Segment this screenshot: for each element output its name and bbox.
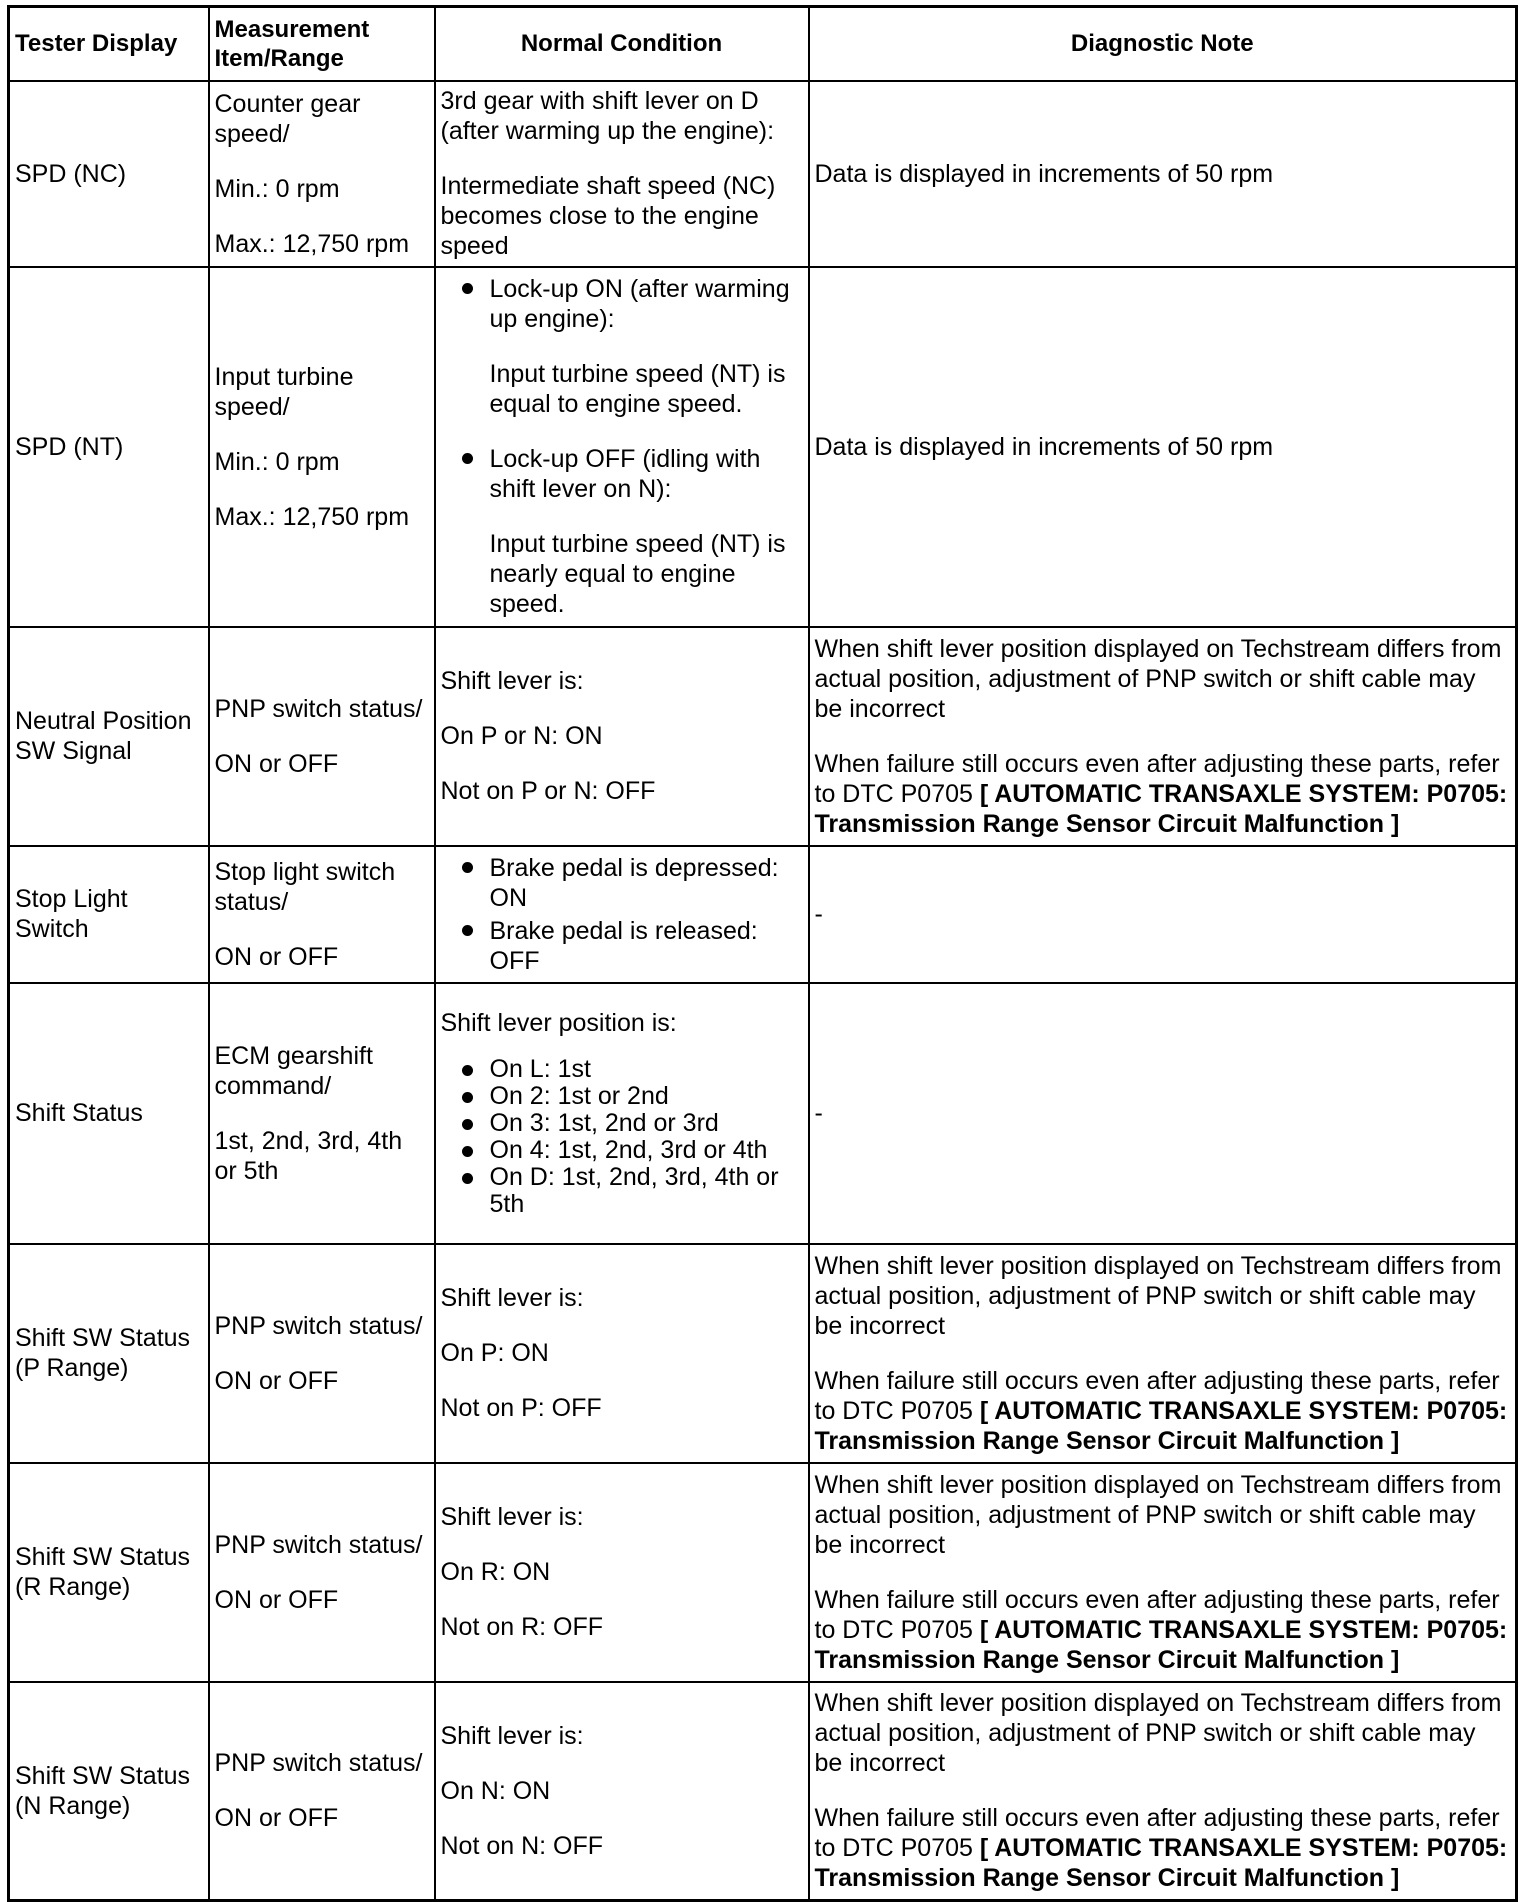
table-row	[9, 846, 1517, 983]
header-tester-display: Tester Display	[9, 7, 209, 81]
diagnostic-note-cell: Data is displayed in increments of 50 rpm	[809, 81, 1517, 267]
table-row	[9, 81, 1517, 267]
list-item	[441, 274, 803, 334]
tester-display-cell: Shift SW Status (N Range)	[9, 1682, 209, 1901]
measurement-cell	[209, 81, 435, 267]
condition-text: On N: ON	[440, 1776, 551, 1805]
condition-bullet-list	[441, 274, 803, 334]
condition-text: Not on P or N: OFF	[440, 777, 656, 805]
measurement-range: ON or OFF	[214, 749, 339, 778]
note-lead: When failure still occurs even after adjusting these parts, refer to DTC P0705	[814, 1804, 1500, 1863]
normal-condition-cell	[435, 1682, 809, 1901]
measurement-max: Max.: 12,750 rpm	[214, 502, 410, 531]
dtc-reference-link[interactable]: [ AUTOMATIC TRANSAXLE SYSTEM: P0705: Transmission Range Sensor Circuit Malfunction ]	[814, 1615, 1508, 1674]
note-paragraph: When shift lever position displayed on Techstream differs from actual position, adjustment of PNP switch or shift cable may be incorrect	[814, 1689, 1502, 1778]
note-lead: When failure still occurs even after adjusting these parts, refer to DTC P0705	[814, 1585, 1500, 1644]
measurement-range: ON or OFF	[214, 1804, 339, 1833]
list-item: Brake pedal is released: OFF	[441, 916, 803, 976]
normal-condition-cell	[435, 1244, 809, 1463]
note-paragraph: When shift lever position displayed on Techstream differs from actual position, adjustment of PNP switch or shift cable may be incorrect	[814, 1470, 1502, 1559]
condition-text: Not on N: OFF	[440, 1831, 604, 1860]
header-measurement-line1: Measurement	[214, 15, 370, 43]
measurement-cell	[209, 267, 435, 627]
table-row	[9, 627, 1517, 846]
normal-condition-cell	[435, 846, 809, 983]
table-row	[9, 1463, 1517, 1682]
diagnostic-note-cell	[809, 1682, 1517, 1901]
condition-bullet: Lock-up ON (after warming up engine):	[489, 275, 790, 333]
note-lead: When failure still occurs even after adjusting these parts, refer to DTC P0705	[814, 1366, 1500, 1425]
normal-condition-cell	[435, 267, 809, 627]
condition-text: Shift lever is:	[440, 667, 584, 695]
data-list-table	[7, 5, 1518, 1902]
header-normal-condition: Normal Condition	[435, 7, 809, 81]
header-diagnostic-note: Diagnostic Note	[809, 7, 1517, 81]
table-row	[9, 983, 1517, 1244]
list-item: On 4: 1st, 2nd, 3rd or 4th	[441, 1137, 803, 1164]
tester-display-cell: Shift SW Status (R Range)	[9, 1463, 209, 1682]
dtc-reference-link[interactable]: [ AUTOMATIC TRANSAXLE SYSTEM: P0705: Transmission Range Sensor Circuit Malfunction ]	[814, 1396, 1508, 1455]
measurement-range: ON or OFF	[214, 942, 339, 971]
condition-text: On P or N: ON	[440, 722, 603, 750]
table-header-row	[9, 7, 1517, 81]
note-paragraph: When shift lever position displayed on Techstream differs from actual position, adjustment of PNP switch or shift cable may be incorrect	[814, 634, 1502, 723]
measurement-item: Stop light switch status/	[214, 857, 396, 916]
table-row	[9, 1244, 1517, 1463]
condition-text: Not on P: OFF	[440, 1394, 602, 1422]
tester-display-cell: SPD (NT)	[9, 267, 209, 627]
note-paragraph: When shift lever position displayed on Techstream differs from actual position, adjustment of PNP switch or shift cable may be incorrect	[814, 1251, 1502, 1340]
list-item	[441, 444, 803, 504]
condition-bullet-list	[441, 853, 803, 976]
normal-condition-cell	[435, 627, 809, 846]
normal-condition-cell	[435, 1463, 809, 1682]
diagnostic-note-cell: -	[809, 983, 1517, 1244]
data-list-sheet	[7, 5, 1515, 1893]
measurement-item: PNP switch status/	[214, 694, 423, 723]
measurement-max: Max.: 12,750 rpm	[214, 229, 410, 258]
list-item: On 3: 1st, 2nd or 3rd	[441, 1110, 803, 1137]
list-item: On 2: 1st or 2nd	[441, 1083, 803, 1110]
list-item: On D: 1st, 2nd, 3rd, 4th or 5th	[441, 1164, 803, 1218]
measurement-item: Input turbine speed/	[214, 362, 354, 421]
condition-text: On P: ON	[440, 1339, 549, 1367]
measurement-cell	[209, 983, 435, 1244]
measurement-item: PNP switch status/	[214, 1530, 423, 1559]
tester-display-cell: Shift SW Status (P Range)	[9, 1244, 209, 1463]
measurement-item: PNP switch status/	[214, 1749, 423, 1778]
tester-display-cell: Shift Status	[9, 983, 209, 1244]
note-lead: When failure still occurs even after adjusting these parts, refer to DTC P0705	[814, 749, 1500, 808]
measurement-range: ON or OFF	[214, 1366, 339, 1395]
tester-display-cell: SPD (NC)	[9, 81, 209, 267]
condition-bullet: Lock-up OFF (idling with shift lever on N):	[489, 445, 761, 503]
diagnostic-note-cell	[809, 1244, 1517, 1463]
normal-condition-cell	[435, 81, 809, 267]
note-paragraph	[815, 749, 1511, 839]
table-row	[9, 267, 1517, 627]
condition-text: Shift lever is:	[440, 1503, 584, 1531]
list-item: Brake pedal is depressed: ON	[441, 853, 803, 913]
condition-text: On R: ON	[440, 1558, 551, 1586]
condition-text: Not on R: OFF	[440, 1613, 604, 1641]
header-measurement-item	[209, 7, 435, 81]
table-row	[9, 1682, 1517, 1901]
dtc-reference-link[interactable]: [ AUTOMATIC TRANSAXLE SYSTEM: P0705: Transmission Range Sensor Circuit Malfunction ]	[814, 779, 1508, 838]
measurement-min: Min.: 0 rpm	[214, 174, 340, 203]
condition-bullet-list	[441, 444, 803, 504]
note-paragraph	[815, 1803, 1511, 1893]
list-item: On L: 1st	[441, 1056, 803, 1083]
condition-text: Shift lever is:	[440, 1284, 584, 1312]
diagnostic-note-cell	[809, 627, 1517, 846]
condition-intro: Shift lever position is:	[440, 1009, 677, 1037]
condition-bullet-list	[441, 1056, 803, 1218]
measurement-item: PNP switch status/	[214, 1311, 423, 1340]
measurement-item: ECM gearshift command/	[214, 1041, 373, 1100]
diagnostic-note-cell: -	[809, 846, 1517, 983]
condition-text: 3rd gear with shift lever on D (after warming up the engine):	[440, 87, 775, 145]
condition-text: Shift lever is:	[440, 1721, 584, 1750]
measurement-cell	[209, 1463, 435, 1682]
dtc-reference-link[interactable]: [ AUTOMATIC TRANSAXLE SYSTEM: P0705: Transmission Range Sensor Circuit Malfunction ]	[814, 1834, 1508, 1893]
condition-text: Intermediate shaft speed (NC) becomes close to the engine speed	[440, 172, 776, 260]
measurement-cell	[209, 1244, 435, 1463]
condition-detail: Input turbine speed (NT) is nearly equal to engine speed.	[489, 530, 786, 618]
measurement-min: Min.: 0 rpm	[214, 447, 340, 476]
normal-condition-cell	[435, 983, 809, 1244]
measurement-cell	[209, 1682, 435, 1901]
diagnostic-note-cell: Data is displayed in increments of 50 rpm	[809, 267, 1517, 627]
measurement-cell	[209, 627, 435, 846]
note-paragraph	[815, 1585, 1511, 1675]
measurement-range: 1st, 2nd, 3rd, 4th or 5th	[214, 1126, 403, 1185]
header-measurement-line2: Item/Range	[214, 44, 344, 72]
measurement-cell	[209, 846, 435, 983]
tester-display-cell: Stop Light Switch	[9, 846, 209, 983]
diagnostic-note-cell	[809, 1463, 1517, 1682]
measurement-item: Counter gear speed/	[214, 89, 361, 148]
measurement-range: ON or OFF	[214, 1585, 339, 1614]
condition-detail: Input turbine speed (NT) is equal to engine speed.	[489, 360, 786, 418]
note-paragraph	[815, 1366, 1511, 1456]
tester-display-cell: Neutral Position SW Signal	[9, 627, 209, 846]
